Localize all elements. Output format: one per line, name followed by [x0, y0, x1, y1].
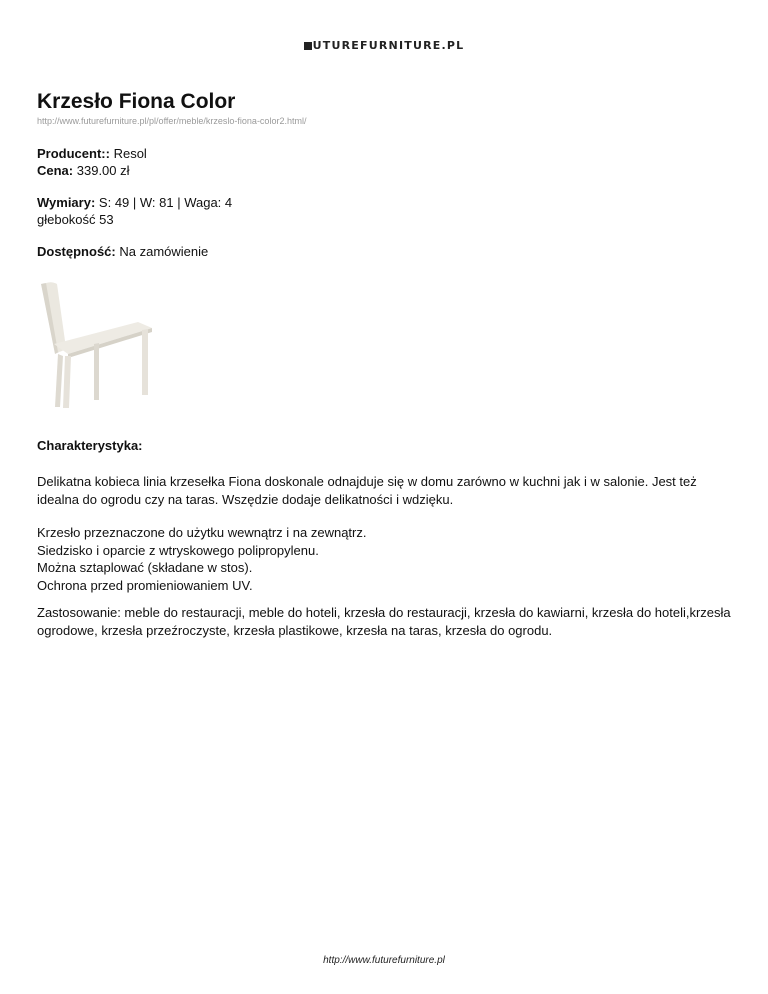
dimensions-block: [37, 194, 232, 228]
feature-line: Krzesło przeznaczone do użytku wewnątrz i na zewnątrz.: [37, 525, 367, 540]
chair-image: [38, 282, 156, 412]
producer-price-block: [37, 145, 147, 179]
dimensions-row: [37, 194, 232, 211]
feature-line: Siedzisko i oparcie z wtryskowego polipropylenu.: [37, 542, 319, 558]
availability-label: Dostępność:: [37, 244, 116, 259]
price-label: Cena:: [37, 163, 74, 178]
availability-value: Na zamówienie: [119, 244, 209, 259]
chair-seat: [54, 322, 152, 354]
site-logo: [0, 39, 768, 52]
dimensions-value: S: 49 | W: 81 | Waga: 4: [98, 195, 233, 210]
chair-rear-leg-right: [94, 343, 99, 400]
feature-line: Ochrona przed promieniowaniem UV.: [37, 577, 253, 593]
characteristics-heading: Charakterystyka:: [37, 438, 143, 453]
characteristics-paragraph-3: Zastosowanie: meble do restauracji, meble do hoteli, krzesła do restauracji, krzesła do kawiarni, krzesła do hoteli,krzesła ogrodowe, krzesła przeźroczyste, krzesła plastikowe, krzesła na taras, krzesła do ogrodu.: [37, 605, 731, 638]
product-url[interactable]: http://www.futurefurniture.pl/pl/offer/meble/krzeslo-fiona-color2.html/: [37, 116, 307, 126]
logo-f-mark-icon: [304, 42, 312, 50]
price-row: [37, 162, 147, 179]
characteristics-features-list: [37, 524, 737, 594]
availability-block: [37, 243, 208, 260]
logo-text: UTUREFURNITURE.PL: [312, 39, 465, 52]
chair-front-leg-left: [63, 356, 71, 408]
producer-value: Resol: [113, 146, 147, 161]
producer-row: [37, 145, 147, 162]
depth-row: głebokość 53: [37, 212, 114, 227]
product-title: Krzesło Fiona Color: [37, 90, 236, 113]
chair-front-leg-right: [142, 329, 148, 395]
footer-url[interactable]: http://www.futurefurniture.pl: [323, 955, 445, 966]
dimensions-label: Wymiary:: [37, 195, 96, 210]
chair-back-leg: [55, 354, 63, 407]
characteristics-paragraph-1: Delikatna kobieca linia krzesełka Fiona doskonale odnajduje się w domu zarówno w kuchni jak i w salonie. Jest też idealna do ogrodu czy na taras. Wszędzie dodaje delikatności i wdzięku.: [37, 474, 697, 507]
feature-line: Można sztaplować (składane w stos).: [37, 560, 253, 575]
price-value: 339.00 zł: [76, 163, 130, 178]
producer-label: Producent::: [37, 146, 110, 161]
